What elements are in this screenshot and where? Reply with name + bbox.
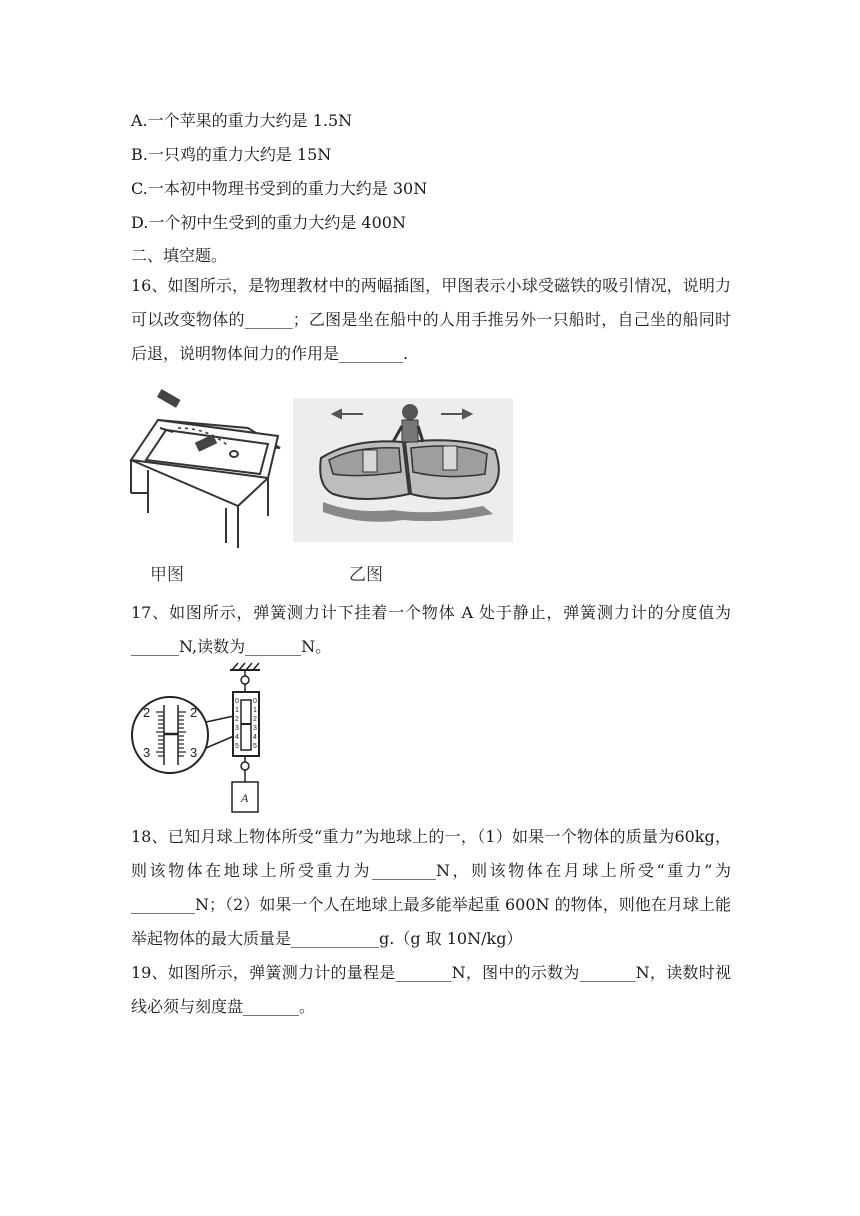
question-18: 18、已知月球上物体所受“重力”为地球上的一，（1）如果一个物体的质量为60kg，则该物体在地球上所受重力为________N，则该物体在月球上所受“重力”为________N；（2）如果一个人在地球上最多能举起重 600N 的物体，则他在月球上能举起物体的最大质量是___________g.（g 取 10N/kg） (131, 827, 731, 948)
question-17: 17、如图所示，弹簧测力计下挂着一个物体 A 处于静止，弹簧测力计的分度值为______N,读数为_______N。 (131, 603, 731, 656)
option-d: D.一个初中生受到的重力大约是 400N (131, 213, 406, 232)
svg-text:3: 3 (253, 725, 257, 732)
right-boat-icon (405, 440, 499, 498)
figure-boats (293, 398, 513, 542)
svg-text:5: 5 (253, 743, 257, 750)
scale-label: 2 (190, 705, 198, 720)
svg-text:3: 3 (235, 725, 239, 732)
option-a: A.一个苹果的重力大约是 1.5N (131, 111, 353, 130)
caption-jia: 甲图 (150, 565, 184, 585)
figure-spring-scale (128, 660, 278, 820)
scale-label: 2 (143, 705, 151, 720)
question-16: 16、如图所示，是物理教材中的两幅插图，甲图表示小球受磁铁的吸引情况，说明力可以改变物体的______；乙图是坐在船中的人用手推另外一只船时，自己坐的船同时后退，说明物体间力的作用是________. (131, 276, 731, 363)
svg-text:5: 5 (235, 743, 239, 750)
section-title: 二、填空题。 (131, 246, 228, 265)
svg-text:0: 0 (235, 698, 239, 705)
svg-text:4: 4 (253, 734, 257, 741)
caption-yi: 乙图 (349, 565, 383, 585)
svg-text:2: 2 (253, 716, 257, 723)
figure-magnet-table (128, 388, 288, 548)
svg-text:1: 1 (235, 707, 239, 714)
question-19: 19、如图所示，弹簧测力计的量程是_______N，图中的示数为_______N，读数时视线必须与刻度盘_______。 (131, 963, 731, 1016)
svg-text:4: 4 (235, 734, 239, 741)
magnet-icon (157, 389, 181, 408)
svg-text:2: 2 (235, 716, 239, 723)
scale-label: 3 (190, 745, 198, 760)
svg-text:0: 0 (253, 698, 257, 705)
svg-text:1: 1 (253, 707, 257, 714)
block-label: A (241, 791, 249, 805)
option-c: C.一本初中物理书受到的重力大约是 30N (131, 179, 428, 198)
scale-label: 3 (143, 745, 151, 760)
option-b: B.一只鸡的重力大约是 15N (131, 145, 332, 164)
